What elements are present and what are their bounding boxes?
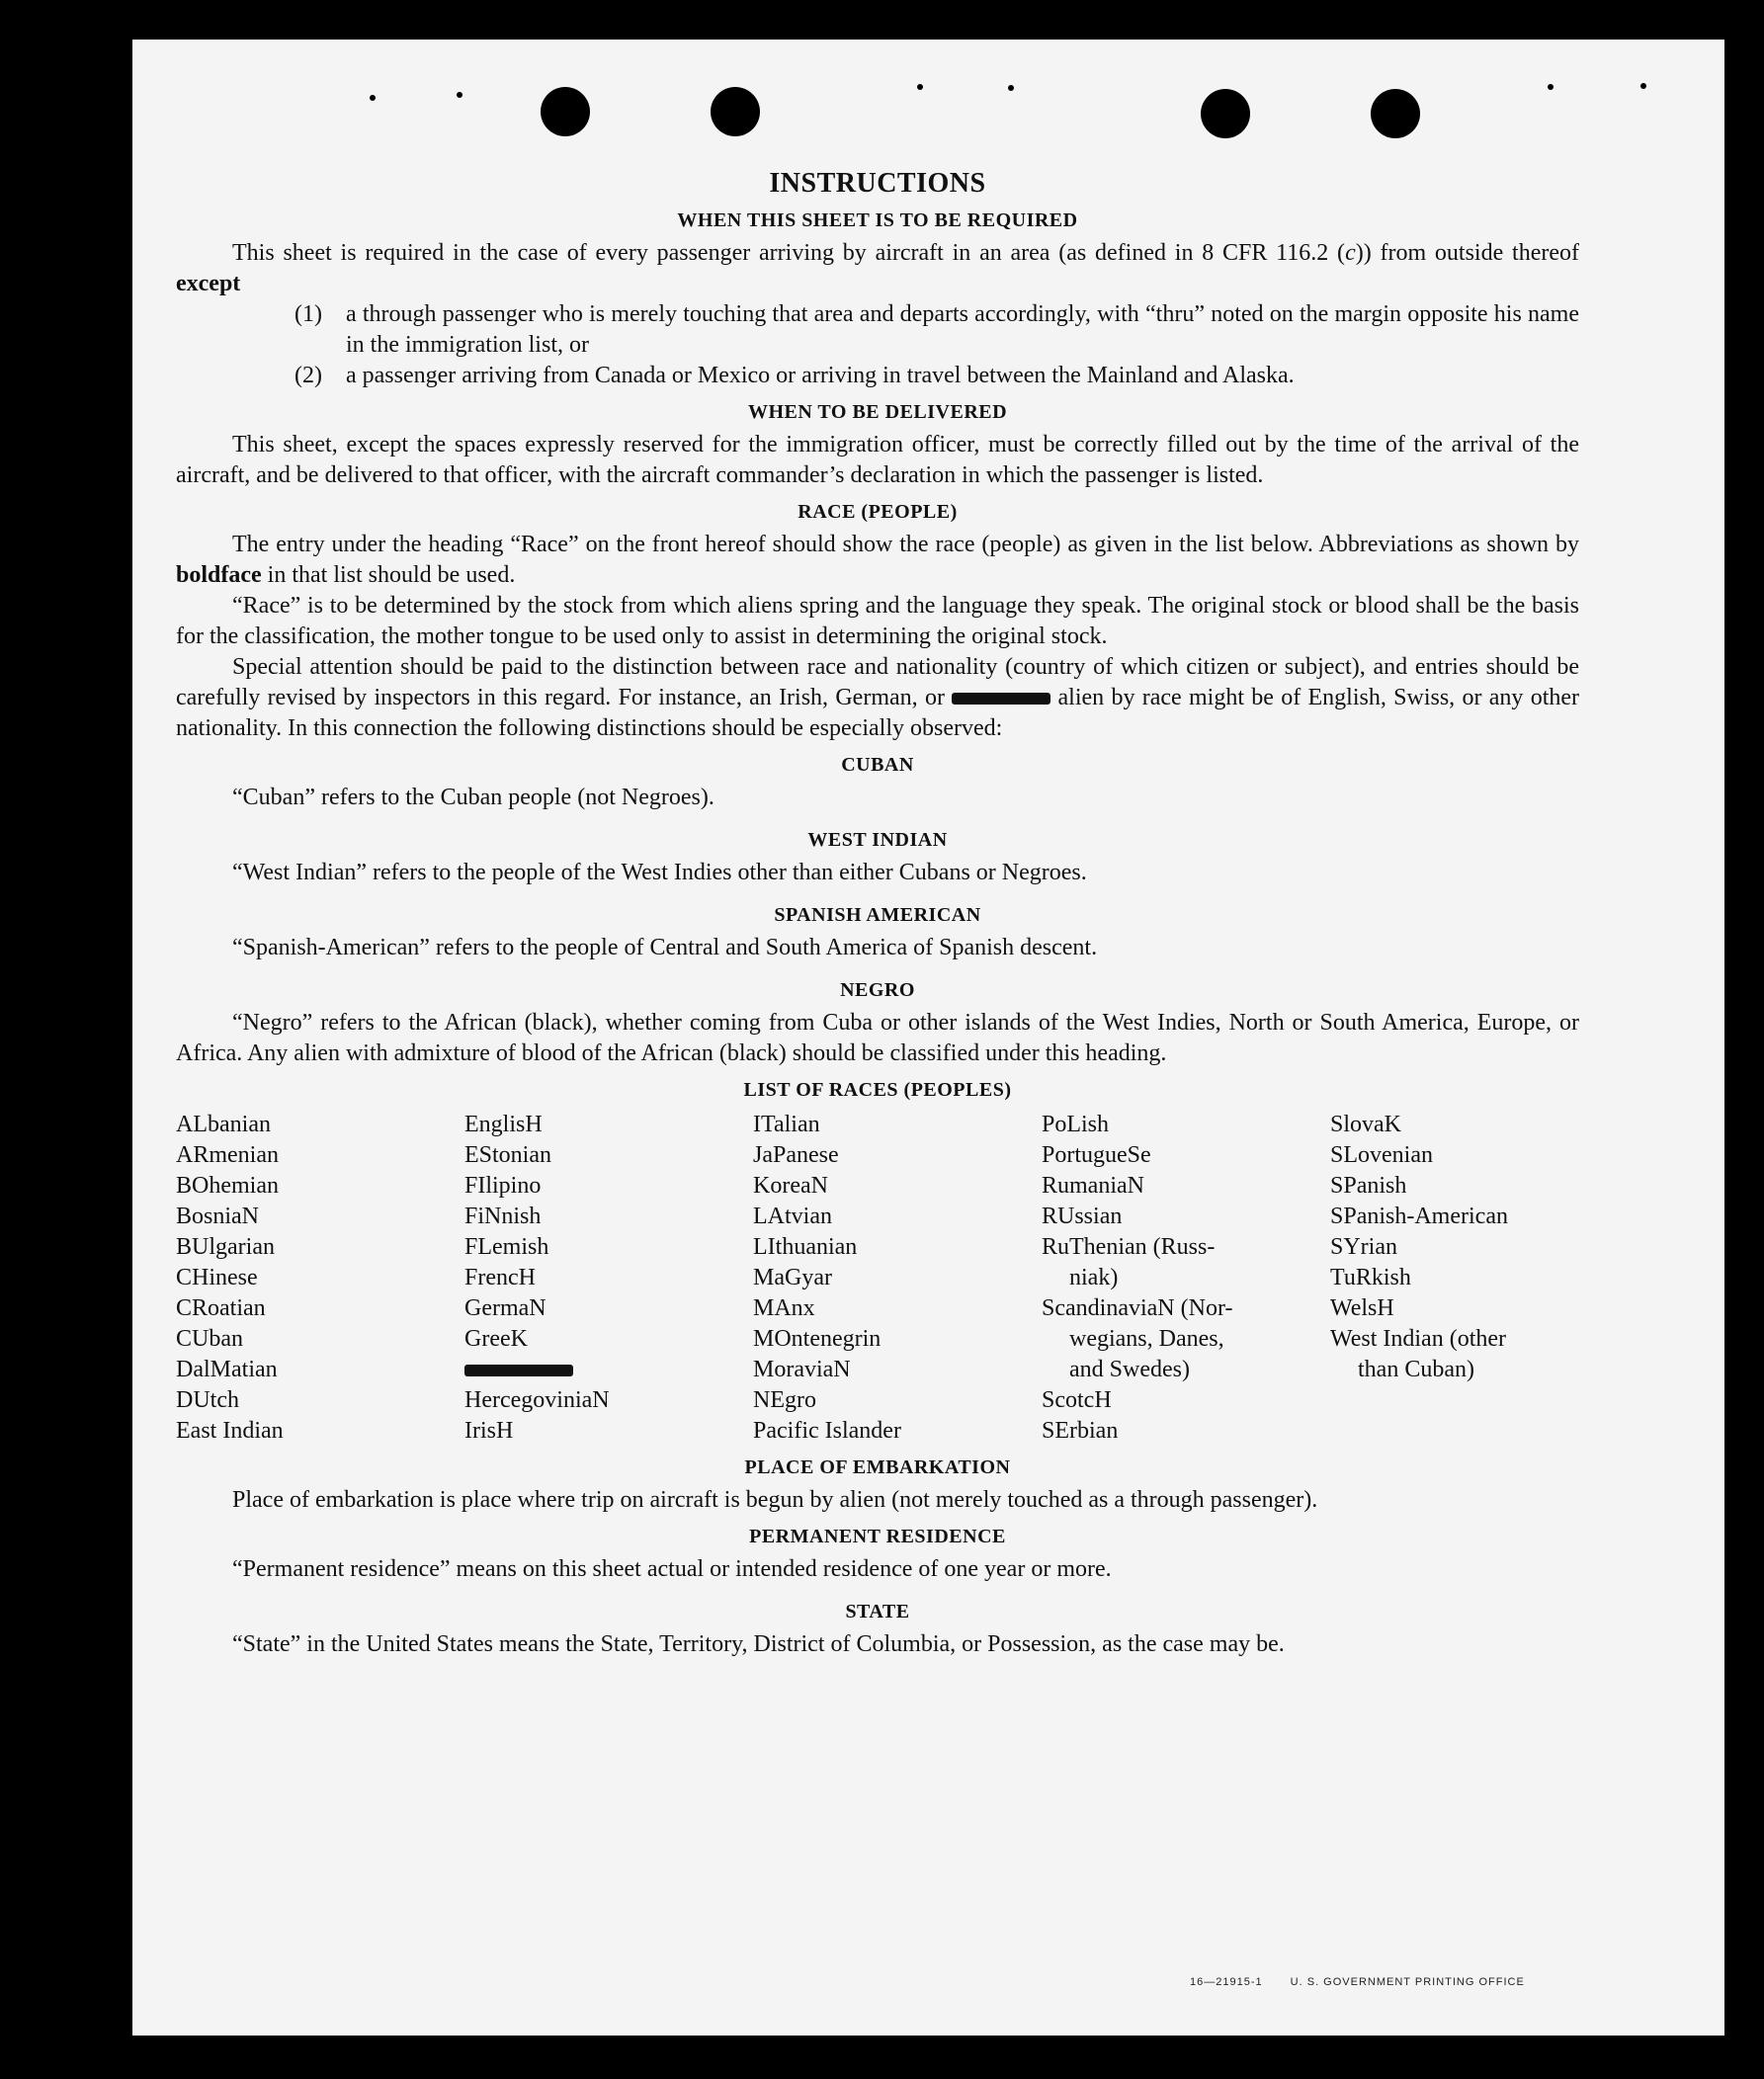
race-entry: PortugueSe <box>1042 1142 1151 1168</box>
heading-spanish-american: SPANISH AMERICAN <box>774 904 981 926</box>
race-entry: CUban <box>176 1326 243 1352</box>
document-page <box>132 40 1724 2036</box>
race-column-3 <box>753 1110 1042 1447</box>
race-entry: LIthuanian <box>753 1234 858 1260</box>
race-entry: PoLish <box>1042 1112 1110 1137</box>
speck <box>1640 83 1646 89</box>
when-delivered-text: This sheet, except the spaces expressly reserved for the immigration officer, must be correctly filled out by the time of the arrival of the aircraft, and be delivered to that officer, with the aircraft commander’s declaration in which the passenger is listed. <box>176 432 1579 488</box>
race-entry: SLovenian <box>1330 1142 1433 1168</box>
race-entry: BOhemian <box>176 1173 279 1199</box>
race-entry: BosniaN <box>176 1204 259 1229</box>
printer-credit: U. S. GOVERNMENT PRINTING OFFICE <box>1290 1976 1525 1988</box>
race-entry: LAtvian <box>753 1204 832 1229</box>
heading-negro: NEGRO <box>840 979 915 1001</box>
race-entry: wegians, Danes, <box>1069 1326 1224 1352</box>
heading-cuban: CUBAN <box>841 754 914 776</box>
heading-permanent-residence: PERMANENT RESIDENCE <box>749 1526 1006 1547</box>
state-text: “State” in the United States means the State, Territory, District of Columbia, or Possession, as the case may be. <box>232 1631 1285 1657</box>
negro-text: “Negro” refers to the African (black), whether coming from Cuba or other islands of the West Indies, North or South America, Europe, or Africa. Any alien with admixture of blood of the African (black) should be classified under this heading. <box>176 1010 1579 1066</box>
heading-west-indian: WEST INDIAN <box>807 829 948 851</box>
race-column-2 <box>464 1110 753 1447</box>
race-paragraph-2: “Race” is to be determined by the stock from which aliens spring and the language they speak. The original stock or blood shall be the basis for the classification, the mother tongue to be used only to assist in determining the original stock. <box>176 593 1579 649</box>
speck <box>1548 84 1554 90</box>
race-entry: JaPanese <box>753 1142 839 1168</box>
race-entry: BUlgarian <box>176 1234 275 1260</box>
speck <box>917 84 923 90</box>
race-entry: ScandinaviaN (Nor- <box>1042 1295 1233 1321</box>
race-entry: and Swedes) <box>1069 1357 1190 1382</box>
race-entry: RUssian <box>1042 1204 1123 1229</box>
heading-state: STATE <box>845 1601 910 1622</box>
race-entry: West Indian (other <box>1330 1326 1507 1352</box>
page-title: INSTRUCTIONS <box>769 168 986 199</box>
race-entry: WelsH <box>1330 1295 1394 1321</box>
embarkation-text: Place of embarkation is place where trip on aircraft is begun by alien (not merely touched as a through passenger). <box>232 1487 1318 1513</box>
heading-list-of-races: LIST OF RACES (PEOPLES) <box>743 1079 1012 1101</box>
race-entry: CHinese <box>176 1265 258 1290</box>
race-entry: SPanish-American <box>1330 1204 1508 1229</box>
redaction-mark <box>952 693 1050 705</box>
heading-embarkation: PLACE OF EMBARKATION <box>744 1456 1011 1478</box>
punch-hole-2 <box>711 87 760 136</box>
heading-race: RACE (PEOPLE) <box>798 501 958 523</box>
race-entry: MOntenegrin <box>753 1326 882 1352</box>
race-entry: niak) <box>1069 1265 1119 1290</box>
west-indian-text: “West Indian” refers to the people of the West Indies other than either Cubans or Negroes. <box>232 860 1087 885</box>
race-entry: IrisH <box>464 1418 514 1444</box>
race-column-4 <box>1042 1110 1330 1447</box>
race-list <box>176 1110 1579 1447</box>
race-entry: MAnx <box>753 1295 815 1321</box>
race-entry: than Cuban) <box>1358 1357 1474 1382</box>
race-entry: East Indian <box>176 1418 284 1444</box>
race-paragraph-3: Special attention should be paid to the distinction between race and nationality (country of which citizen or subject), and entries should be carefully revised by inspectors in this regard. For instance, an Irish, German, or alien by race might be of English, Swiss, or any other nationality. In this connection the following distinctions should be especially observed: <box>176 654 1580 741</box>
race-column-5 <box>1330 1110 1619 1447</box>
heading-when-delivered: WHEN TO BE DELIVERED <box>747 401 1008 423</box>
form-number: 16—21915-1 <box>1190 1976 1263 1988</box>
heading-when-required: WHEN THIS SHEET IS TO BE REQUIRED <box>677 209 1078 231</box>
print-footer <box>1190 1976 1549 1988</box>
race-paragraph-1: The entry under the heading “Race” on the front hereof should show the race (people) as given in the list below. Abbreviations as shown by boldface in that list should be used. <box>176 532 1579 588</box>
race-entry: KoreaN <box>753 1173 828 1199</box>
instructions-content <box>176 168 1579 1660</box>
race-entry: ARmenian <box>176 1142 279 1168</box>
cuban-text: “Cuban” refers to the Cuban people (not Negroes). <box>232 785 714 810</box>
race-entry: DUtch <box>176 1387 239 1413</box>
race-entry: FrencH <box>464 1265 536 1290</box>
race-column-1 <box>176 1110 464 1447</box>
race-entry: CRoatian <box>176 1295 266 1321</box>
spanish-american-text: “Spanish-American” refers to the people of Central and South America of Spanish descent. <box>232 935 1098 960</box>
race-entry: ITalian <box>753 1112 820 1137</box>
speck <box>1008 85 1014 91</box>
punch-hole-3 <box>1201 89 1250 138</box>
race-entry: GreeK <box>464 1326 528 1352</box>
race-entry: EnglisH <box>464 1112 543 1137</box>
race-entry: MaGyar <box>753 1265 832 1290</box>
race-entry: FLemish <box>464 1234 549 1260</box>
race-entry: EStonian <box>464 1142 551 1168</box>
punch-hole-4 <box>1371 89 1420 138</box>
race-entry: ScotcH <box>1042 1387 1112 1413</box>
race-entry: SErbian <box>1042 1418 1119 1444</box>
race-entry: SPanish <box>1330 1173 1407 1199</box>
race-entry: ALbanian <box>176 1112 271 1137</box>
race-entry: SYrian <box>1330 1234 1397 1260</box>
race-entry: DalMatian <box>176 1357 278 1382</box>
race-entry: GermaN <box>464 1295 546 1321</box>
speck <box>370 95 376 101</box>
race-entry: FIlipino <box>464 1173 542 1199</box>
race-entry: FiNnish <box>464 1204 542 1229</box>
exception-item-2: (2) a passenger arriving from Canada or Mexico or arriving in travel between the Mainland and Alaska. <box>294 363 1295 388</box>
race-entry: TuRkish <box>1330 1265 1411 1290</box>
redaction-mark <box>464 1365 573 1376</box>
punch-hole-1 <box>541 87 590 136</box>
exception-item-1: (1) a through passenger who is merely touching that area and departs accordingly, with “thru” noted on the margin opposite his name in the immigration list, or <box>294 301 1579 358</box>
race-entry <box>464 1355 753 1385</box>
race-entry: RuThenian (Russ- <box>1042 1234 1216 1260</box>
speck <box>457 92 462 98</box>
when-required-intro: This sheet is required in the case of every passenger arriving by aircraft in an area (as defined in 8 CFR 116.2 (c)) from outside thereof except <box>176 240 1580 296</box>
race-entry: SlovaK <box>1330 1112 1401 1137</box>
race-entry: MoraviaN <box>753 1357 851 1382</box>
race-entry: RumaniaN <box>1042 1173 1144 1199</box>
race-entry: NEgro <box>753 1387 816 1413</box>
race-entry: HercegoviniaN <box>464 1387 610 1413</box>
permanent-residence-text: “Permanent residence” means on this sheet actual or intended residence of one year or more. <box>232 1556 1112 1582</box>
race-entry: Pacific Islander <box>753 1418 901 1444</box>
